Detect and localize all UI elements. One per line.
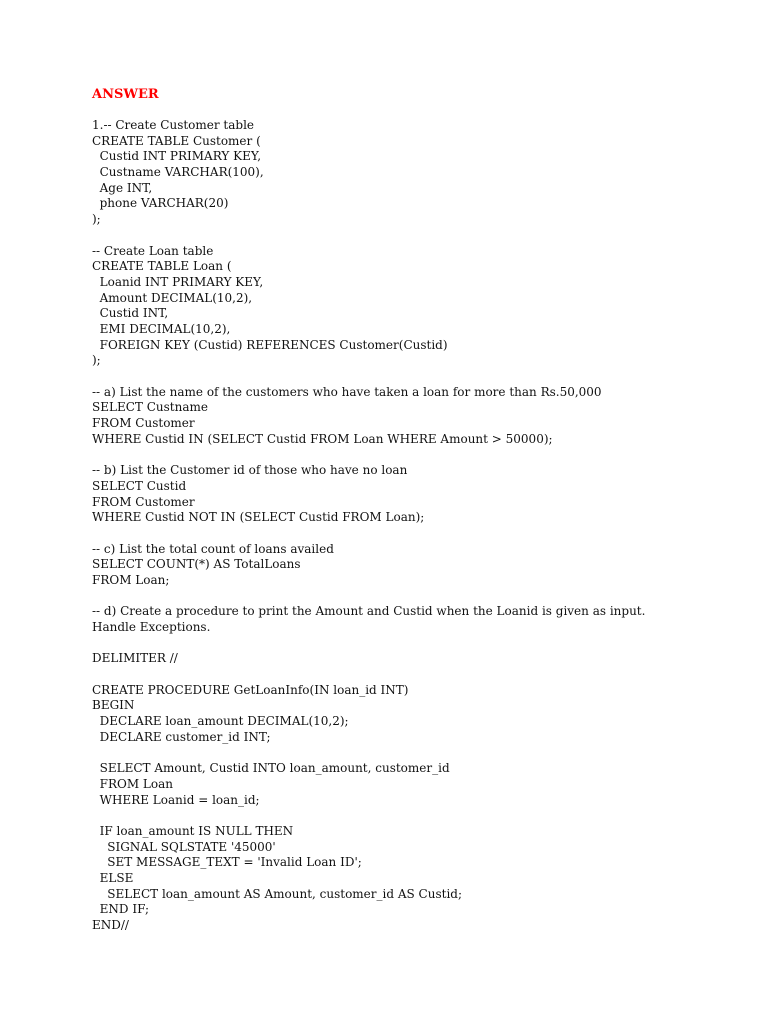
text-line: CREATE TABLE Customer (: [92, 133, 261, 148]
text-line: Handle Exceptions.: [92, 620, 211, 634]
text-line: [92, 228, 752, 244]
text-line: DELIMITER //: [92, 651, 178, 666]
text-line: WHERE Loanid = loan_id;: [92, 792, 260, 807]
text-line: FROM Loan: [92, 776, 174, 791]
text-line: -- Create Loan table: [92, 243, 214, 258]
sql-answer-text: [92, 118, 752, 934]
text-line: [92, 589, 752, 605]
text-line: Custid INT PRIMARY KEY,: [92, 149, 262, 164]
text-line: [92, 526, 752, 542]
text-line: ELSE: [92, 871, 134, 885]
text-line: );: [92, 212, 101, 227]
text-line: FROM Customer: [92, 494, 195, 509]
text-line: SET MESSAGE_TEXT = 'Invalid Loan ID';: [92, 855, 362, 870]
text-line: SELECT Custname: [92, 400, 208, 415]
text-line: DECLARE customer_id INT;: [92, 729, 271, 744]
text-line: [92, 447, 752, 463]
text-line: );: [92, 353, 101, 368]
text-line: FROM Customer: [92, 416, 195, 431]
text-line: SIGNAL SQLSTATE '45000': [92, 839, 276, 854]
text-line: FOREIGN KEY (Custid) REFERENCES Customer(Custid): [92, 337, 448, 352]
text-line: phone VARCHAR(20): [92, 196, 229, 211]
text-line: DECLARE loan_amount DECIMAL(10,2);: [92, 714, 349, 729]
text-line: SELECT Custid: [92, 478, 187, 493]
text-line: [92, 636, 752, 652]
text-line: SELECT Amount, Custid INTO loan_amount, customer_id: [92, 761, 450, 776]
text-line: WHERE Custid IN (SELECT Custid FROM Loan WHERE Amount > 50000);: [92, 431, 553, 446]
text-line: Age INT,: [92, 180, 153, 195]
text-line: SELECT COUNT(*) AS TotalLoans: [92, 557, 301, 572]
text-line: Loanid INT PRIMARY KEY,: [92, 274, 264, 289]
text-line: WHERE Custid NOT IN (SELECT Custid FROM Loan);: [92, 510, 425, 525]
text-line: BEGIN: [92, 698, 135, 713]
text-line: [92, 667, 752, 683]
text-line: CREATE TABLE Loan (: [92, 259, 232, 274]
text-line: SELECT loan_amount AS Amount, customer_id AS Custid;: [92, 886, 463, 901]
text-line: END//: [92, 918, 129, 933]
text-line: EMI DECIMAL(10,2),: [92, 321, 231, 336]
text-line: Custid INT,: [92, 306, 169, 321]
text-line: CREATE PROCEDURE GetLoanInfo(IN loan_id INT): [92, 682, 409, 697]
text-line: Custname VARCHAR(100),: [92, 165, 264, 180]
text-line: END IF;: [92, 902, 150, 917]
text-line: [92, 369, 752, 385]
text-line: -- a) List the name of the customers who have taken a loan for more than Rs.50,000: [92, 384, 602, 399]
text-line: Amount DECIMAL(10,2),: [92, 290, 253, 305]
text-line: [92, 746, 752, 762]
text-line: [92, 808, 752, 824]
answer-heading: ANSWER: [92, 87, 159, 102]
text-line: 1.-- Create Customer table: [92, 118, 255, 132]
text-line: -- c) List the total count of loans availed: [92, 541, 334, 556]
text-line: IF loan_amount IS NULL THEN: [92, 823, 294, 838]
text-line: FROM Loan;: [92, 572, 170, 587]
text-line: -- b) List the Customer id of those who have no loan: [92, 463, 408, 478]
text-line: -- d) Create a procedure to print the Amount and Custid when the Loanid is given as input.: [92, 604, 646, 619]
